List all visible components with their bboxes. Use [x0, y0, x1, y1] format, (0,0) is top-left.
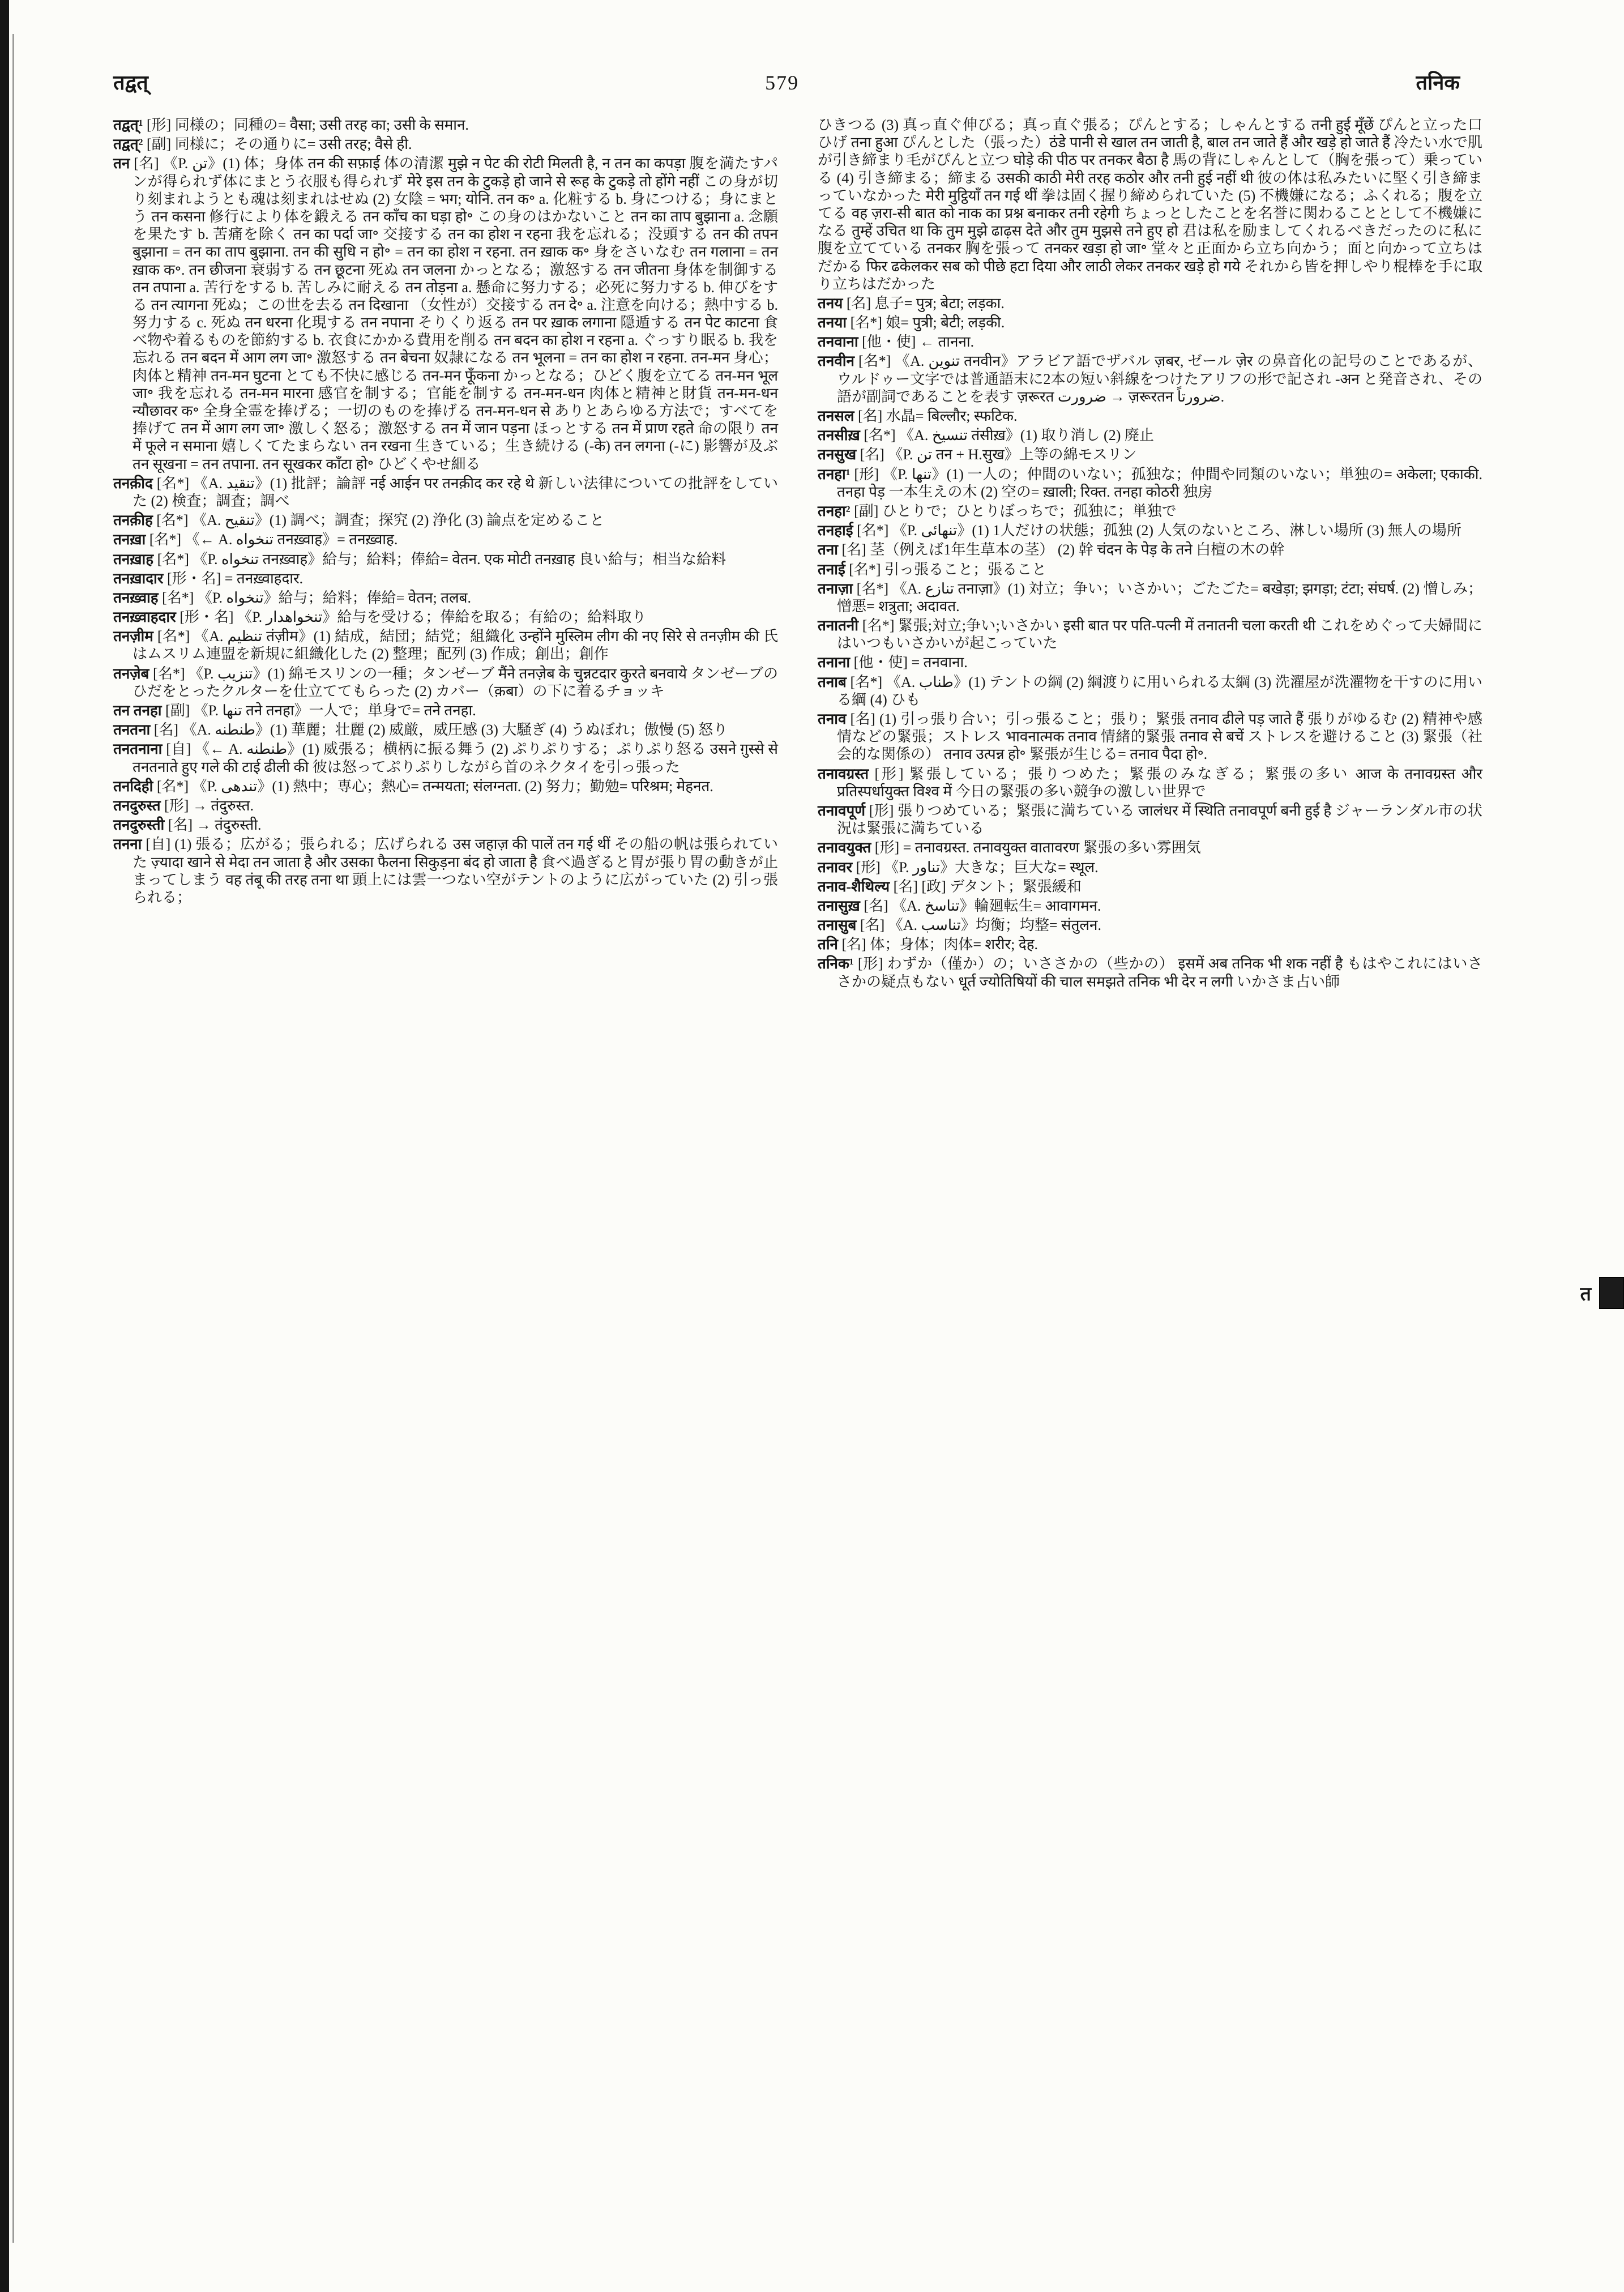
entry-headword: तनाई [818, 561, 849, 578]
entry-body: 《P. تنهائی》(1) 1人だけの状態；孤独 (2) 人気のないところ、淋しい場所 (3) 無人の場所 [892, 522, 1461, 539]
dictionary-entry [818, 936, 1482, 953]
entry-headword: तनहाई [818, 522, 857, 539]
dictionary-entry [818, 426, 1482, 444]
entry-pos-tag: [副] [854, 502, 882, 519]
dictionary-entry [113, 740, 778, 775]
entry-body: 《A. تنقيد》(1) 批評；論評 नई आईन पर तनक़ीद कर रहे थे 新しい法律についての批評をしていた (2) 検査；調査；調べ [133, 475, 778, 509]
entry-headword: तनख़्वाह [113, 589, 163, 606]
entry-pos-tag: [名*] [162, 589, 198, 606]
entry-pos-tag: [他・使] [862, 334, 920, 351]
entry-headword: तनना [113, 836, 146, 853]
entry-pos-tag: [名*] [864, 427, 900, 444]
right-column [818, 116, 1482, 992]
entry-pos-tag: [副] [146, 136, 175, 153]
entry-pos-tag: [名] [860, 446, 888, 463]
entry-pos-tag: [名*] [156, 512, 193, 529]
entry-pos-tag: [形] [856, 859, 884, 876]
entry-body: 《A. تنظيم तंज़ीम》(1) 結成，結団；結党；組織化 उन्होंने मुस्लिम लीग की नए सिरे से तनज़ीम की 氏はムスリム連盟を新規に組織化した (2) 整理；配列 (3) 作成；創出；創作 [133, 628, 779, 663]
entry-pos-tag: [名*] [156, 778, 193, 795]
entry-headword: तनया [818, 314, 851, 331]
entry-headword: तनावयुक्त [818, 839, 875, 856]
entry-pos-tag: [名] [860, 917, 888, 934]
entry-pos-tag: [形] [854, 466, 883, 483]
thumb-index-tab [1580, 1277, 1624, 1309]
dictionary-entry [113, 628, 778, 663]
thumb-index-block-icon [1599, 1277, 1624, 1309]
entry-headword: तनक़ीद [113, 475, 157, 492]
entry-pos-tag: [名] [134, 155, 163, 172]
entry-body: 《P. تن तन + H.सुख》上等の綿モスリン [888, 446, 1137, 463]
entry-pos-tag: [名*] [157, 550, 193, 567]
entry-headword: तनतनाना [113, 741, 166, 758]
entry-headword: तनज़ेब [113, 665, 153, 682]
entry-body: 張りつめている；緊張に満ちている जालंधर में स्थिति तनावपूर्ण बनी हुई है ジャーランダル市の状況は緊張に満ちている [837, 802, 1482, 837]
dictionary-entry [113, 778, 778, 795]
scan-edge-line [12, 34, 14, 2243]
dictionary-entry [113, 531, 778, 548]
entry-pos-tag: [形] [874, 839, 903, 856]
dictionary-entry [113, 608, 778, 626]
entry-pos-tag: [名] [153, 722, 182, 739]
entry-body: 《A. تنوين तनवीन》アラビア語でザバル ज़बर, ゼール ज़ेर の鼻音化の記号のことであるが、ウルドゥー文字では普通語末に2本の短い斜線をつけたアリフの形で記され -अन と発音され、その語が副詞であることを表す ज़रूरत ضرورت → ज़रूरतन ضرورتاً. [837, 353, 1483, 405]
entry-body: 緊張している；張りつめた；緊張のみなぎる；緊張の多い आज के तनावग्रस्त और प्रतिस्पर्धायुक्त विश्व में 今日の緊張の多い競争の激しい世界で [837, 765, 1482, 800]
dictionary-entry [818, 314, 1482, 331]
entry-headword: तनदुरुस्ती [113, 817, 168, 834]
entry-pos-tag: [形] [874, 765, 909, 782]
entry-pos-tag: [名*] [857, 522, 892, 539]
entry-pos-tag: [他・使] [853, 654, 912, 671]
entry-body: 《← A. طنطنه》(1) 威張る；横柄に振る舞う (2) ぷりぷりする；ぷりぷり怒る उसने ग़ुस्से से तनतनाते हुए गले की टाई ढीली की 彼は怒ってぷりぷりしながら首のネクタイを引っ張った [133, 741, 778, 775]
entry-headword: तनासुब [818, 917, 860, 934]
dictionary-entry [818, 116, 1482, 293]
entry-headword: तनतना [113, 722, 154, 739]
entry-body: 水晶= बिल्लौर; स्फटिक. [886, 408, 1018, 424]
entry-headword: तद्वत्¹ [113, 117, 147, 133]
entry-headword: तनाब [818, 673, 851, 690]
dictionary-entry [818, 859, 1482, 876]
entry-pos-tag: [副] [165, 702, 194, 719]
dictionary-entry [818, 466, 1482, 501]
dictionary-entry [818, 580, 1482, 615]
entry-pos-tag: [名*] [153, 665, 189, 682]
dictionary-entry [818, 897, 1482, 915]
entry-headword: तनहा¹ [818, 466, 854, 483]
entry-body: 《A. تناسخ》輪廻転生= आवागमन. [892, 897, 1101, 914]
entry-body: 《A. تنسيخ तंसीख़》(1) 取り消し (2) 廃止 [899, 427, 1154, 444]
entry-headword: तनख़ा [113, 531, 149, 548]
guide-word-left: तद्वत् [113, 71, 148, 94]
dictionary-entry [818, 352, 1482, 406]
entry-pos-tag: [名*] [149, 531, 185, 548]
dictionary-entry [818, 802, 1482, 837]
thumb-index-letter: त [1580, 1284, 1591, 1305]
dictionary-entry [818, 878, 1482, 895]
entry-headword: तद्वत्² [113, 136, 147, 153]
scan-edge-artifact [0, 0, 9, 2292]
dictionary-entry [113, 721, 778, 739]
guide-word-right: तनिक [1416, 71, 1460, 94]
entry-pos-tag: [名*] [849, 561, 885, 578]
entry-body: 《P. تنها तने तनहा》一人で；単身で= तने तनहा. [193, 702, 476, 719]
entry-body: = तनख़्वाहदार. [224, 570, 304, 587]
entry-body: 《P. تناور》大きな；巨大な= स्थूल. [884, 859, 1099, 876]
entry-body: 《A. تنقيح》(1) 調べ；調査；探究 (2) 浄化 (3) 論点を定めること [192, 512, 605, 529]
entry-pos-tag: [名] [168, 817, 196, 834]
dictionary-entry [818, 294, 1482, 312]
dictionary-entry [818, 446, 1482, 463]
entry-headword: तनावर [818, 859, 856, 876]
page-header [0, 0, 1624, 101]
entry-body: = तनवाना. [911, 654, 968, 671]
entry-body: → तंदुरुस्ती. [196, 817, 262, 834]
entry-pos-tag: [名] [841, 936, 870, 953]
entry-pos-tag: [形・名] [166, 570, 225, 587]
entry-headword: तनदिही [113, 778, 157, 795]
entry-body: 体；身体；肉体= शरीर; देह. [870, 936, 1038, 953]
entry-pos-tag: [名] [政] [893, 878, 950, 895]
text-columns [0, 101, 1624, 992]
entry-headword: तनाना [818, 654, 854, 671]
entry-pos-tag: [自] [146, 836, 175, 853]
dictionary-entry [113, 589, 778, 607]
dictionary-entry [113, 475, 778, 510]
entry-body: 《← A. تنخواه तनख़्वाह》= तनख़्वाह. [185, 531, 398, 548]
dictionary-entry [818, 561, 1482, 578]
dictionary-entry [113, 816, 778, 834]
entry-headword: तनवीन [818, 353, 858, 370]
entry-headword: तनज़ीम [113, 628, 157, 645]
entry-headword: तनवाना [818, 334, 862, 351]
entry-body: 息子= पुत्र; बेटा; लड़का. [874, 294, 1005, 311]
entry-body: ひとりで；ひとりぼっちで；孤独に；単独で [882, 502, 1177, 519]
dictionary-entry [818, 654, 1482, 671]
entry-headword: तनसल [818, 408, 858, 424]
entry-headword: तनाव [818, 711, 851, 727]
dictionary-entry [818, 916, 1482, 934]
entry-headword: तन तनहा [113, 702, 166, 719]
dictionary-entry [818, 765, 1482, 800]
entry-pos-tag: [自] [166, 741, 195, 758]
dictionary-entry [818, 710, 1482, 763]
dictionary-entry [113, 570, 778, 587]
entry-body: 同様に；その通りに= उसी तरह; वैसे ही. [174, 136, 412, 153]
entry-body: ← तानना. [919, 334, 975, 351]
entry-headword: तनख़ाह [113, 550, 157, 567]
entry-headword: तनदुरुस्त [113, 797, 165, 814]
dictionary-entry [113, 116, 778, 134]
entry-headword: तनक़ीह [113, 512, 157, 529]
dictionary-entry [113, 550, 778, 568]
entry-pos-tag: [名] [857, 408, 886, 424]
entry-body: 同様の；同種の= वैसा; उसी तरह का; उसी के समान. [174, 117, 469, 133]
dictionary-entry [818, 673, 1482, 708]
entry-headword: तन [113, 155, 134, 172]
entry-body: (1) 引っ張り合い；引っ張ること；張り；緊張 तनाव ढीले पड़ जाते हैं 張りがゆるむ (2) 精神や感情などの緊張；ストレス भावनात्मक तनाव 情緒的緊張 तनाव से बचें ストレスを避けること (3) 緊張（社会的な関係の） तनाव उत्पन्न हो॰ 緊張が生じる= तनाव पैदा हो॰. [837, 711, 1482, 763]
entry-body: 娘= पुत्री; बेटी; लड़की. [886, 314, 1005, 331]
entry-body: → तंदुरुस्त. [192, 797, 254, 814]
entry-body: 引っ張ること；張ること [884, 561, 1047, 578]
entry-pos-tag: [名] [850, 711, 879, 727]
entry-pos-tag: [名] [846, 294, 875, 311]
entry-headword: तनसीख़ [818, 427, 864, 444]
left-column [113, 116, 778, 992]
entry-headword: तनावपूर्ण [818, 802, 869, 819]
entry-pos-tag: [名*] [856, 580, 892, 597]
entry-body: ひきつる (3) 真っ直ぐ伸びる；真っ直ぐ張る；ぴんとする；しゃんとする तनी हुई मूँछें ぴんと立った口ひげ तना हुआ ぴんとした（張った）ठंडे पानी से खाल तन जाती है, बाल तन जाते हैं और खड़े हो जाते हैं 冷たい水で肌が引き締まり毛がぴんと立つ घोड़े की पीठ पर तनकर बैठा है 馬の背にしゃんとして（胸を張って）乗っている (4) 引き締まる；締まる उसकी काठी मेरी तरह कठोर और तनी हुई नहीं थी 彼の体は私みたいに堅く引き締まっていなかった मेरी मुट्ठियाँ तन गई थीं 拳は固く握り締められていた (5) 不機嫌になる；ふくれる；腹を立てる वह ज़रा-सी बात को नाक का प्रश्न बनाकर तनी रहेगी ちょっとしたことを名誉に関わることとして不機嫌になる तुम्हें उचित था कि तुम मुझे ढाढ़स देते और तुम मुझसे तने हुए हो 君は私を励ましてくれるべきだったのに私に腹を立てている तनकर 胸を張って तनकर खड़ा हो जा॰ 堂々と正面から立ち向かう；面と向かって立ちはだかる फिर ढकेलकर सब को पीछे हटा दिया और लाठी लेकर तनकर खड़े हो गये それから皆を押しやり棍棒を手に取り立ちはだかった [818, 117, 1482, 292]
entry-pos-tag: [形] [146, 117, 175, 133]
entry-body: 《P. تنخواهدار》給与を受ける；俸給を取る；有給の；給料取り [237, 609, 647, 626]
entry-headword: तना [818, 541, 842, 558]
entry-pos-tag: [形] [164, 797, 193, 814]
entry-pos-tag: [名*] [862, 617, 899, 634]
page-number: 579 [765, 71, 800, 94]
dictionary-entry [818, 522, 1482, 539]
entry-headword: तनिक¹ [818, 955, 858, 972]
entry-body: 《A. تنازع तनाज़ा》(1) 対立；争い；いさかい；ごたごた= बखेड़ा; झगड़ा; टंटा; संघर्ष. (2) 憎しみ；憎悪= शत्रुता; अदावत. [837, 580, 1482, 614]
entry-headword: तनावग्रस्त [818, 765, 875, 782]
entry-body: 茎（例えば1年生草本の茎） (2) 幹 चंदन के पेड़ के तने 白檀の木の幹 [870, 541, 1285, 558]
dictionary-entry [818, 541, 1482, 558]
entry-pos-tag: [名*] [850, 314, 886, 331]
entry-body: 《A. طناب》(1) テントの綱 (2) 綱渡りに用いられる太綱 (3) 洗濯屋が洗濯物を干すのに用いる綱 (4) ひも [837, 673, 1482, 708]
entry-body: 《P. تنزيب》(1) 綿モスリンの一種；タンゼーブ मैंने तनज़ेब के चुन्नटदार कुरते बनवाये タンゼーブのひだをとったクルターを仕立ててもらった (2) カバー（क़बा）の下に着るチョッキ [133, 665, 778, 699]
dictionary-entry [818, 502, 1482, 520]
dictionary-entry [113, 135, 778, 153]
entry-pos-tag: [形・名] [180, 609, 238, 626]
entry-body: 緊張;対立;争い;いさかい इसी बात पर पति-पत्नी में तनातनी चला करती थी これをめぐって夫婦間にはいつもいさかいが起こっていた [837, 617, 1482, 652]
entry-pos-tag: [形] [857, 955, 887, 972]
entry-pos-tag: [形] [869, 802, 898, 819]
dictionary-entry [818, 407, 1482, 425]
entry-headword: तनासुख़ [818, 897, 864, 914]
entry-pos-tag: [名*] [850, 673, 886, 690]
dictionary-entry [818, 617, 1482, 652]
entry-body: 《P. تنها》(1) 一人の；仲間のいない；孤独な；仲間や同類のいない；単独の= अकेला; एकाकी. तनहा पेड़ 一本生えの木 (2) 空の= ख़ाली; रिक्त. तनहा कोठरी 独房 [837, 466, 1482, 500]
dictionary-entry [818, 333, 1482, 351]
entry-headword: तनय [818, 294, 847, 311]
entry-headword: तनातनी [818, 617, 862, 634]
dictionary-entry [818, 839, 1482, 856]
dictionary-entry [818, 955, 1482, 990]
entry-headword: तनख़ादार [113, 570, 167, 587]
entry-headword: तनाव-शैथिल्य [818, 878, 894, 895]
entry-body: = तनावग्रस्त. तनावयुक्त वातावरण 緊張の多い雰囲気 [903, 839, 1201, 856]
entry-pos-tag: [名] [841, 541, 870, 558]
dictionary-entry [113, 835, 778, 906]
entry-body: 《P. تن》(1) 体；身体 तन की सफ़ाई 体の清潔 मुझे न पेट की रोटी मिलती है, न तन का कपड़ा 腹を満たすパンが得られず体にまとう衣服も得られず मेरे इस तन के टुकड़े हो जाने से रूह के टुकड़े तो होंगे नहीं この身が切り刻まれようとも魂は刻まれはせぬ (2) 女陰 = भग; योनि. तन क॰ a. 化粧する b. 身につける；身にまとう तन कसना 修行により体を鍛える तन काँच का घड़ा हो॰ この身のはかないこと तन का ताप बुझाना a. 念願を果たす b. 苦痛を除く तन का पर्दा जा॰ 交接する तन का होश न रहना 我を忘れる；没頭する तन की तपन बुझाना = तन का ताप बुझाना. तन की सुधि न हो॰ = तन का होश न रहना. तन ख़ाक क॰ 身をさいなむ तन गलाना = तन ख़ाक क॰. तन छीजना 衰弱する तन छूटना 死ぬ तन जलना かっとなる；激怒する तन जीतना 身体を制御する तन तपाना a. 苦行をする b. 苦しみに耐える तन तोड़ना a. 懸命に努力する；必死に努力する b. 伸びをする तन त्यागना 死ぬ；この世を去る तन दिखाना （女性が）交接する तन दे॰ a. 注意を向ける；熱中する b. 努力する c. 死ぬ तन धरना 化現する तन नपाना そりくり返る तन पर ख़ाक लगाना 隠遁する तन पेट काटना 食べ物や着るものを節約する b. 衣食にかかる費用を削る तन बदन का होश न रहना a. ぐっすり眠る b. 我を忘れる तन बदन में आग लग जा॰ 激怒する तन बेचना 奴隷になる तन भूलना = तन का होश न रहना. तन-मन 身心；肉体と精神 तन-मन घुटना とても不快に感じる तन-मन फूँकना かっとなる；ひどく腹を立てる तन-मन भूल जा॰ 我を忘れる तन-मन मारना 感官を制する；官能を制する तन-मन-धन 肉体と精神と財貨 तन-मन-धन न्यौछावर क॰ 全身全霊を捧げる；一切のものを捧げる तन-मन-धन से ありとあらゆる方法で；すべてを捧げて तन में आग लग जा॰ 激しく怒る；激怒する तन में जान पड़ना ほっとする तन में प्राण रहते 命の限り तन में फूले न समाना 嬉しくてたまらない तन रखना 生きている；生き続ける (-के) तन लगना (-に) 影響が及ぶ तन सूखना = तन तपाना. तन सूखकर काँटा हो॰ ひどくやせ細る [133, 155, 778, 472]
entry-body: (1) 張る；広がる；張られる；広げられる उस जहाज़ की पालें तन गई थीं その船の帆は張られていた ज़्यादा खाने से मेदा तन जाता है और उसका फैलना सिकुड़ना बंद हो जाता है 食べ過ぎると胃が張り胃の動きが止まってしまう वह तंबू की तरह तना था 頭上には雲一つない空がテントのように広がっていた (2) 引っ張られる； [133, 836, 778, 906]
entry-headword: तनसुख [818, 446, 860, 463]
dictionary-entry [113, 511, 778, 529]
entry-pos-tag: [名*] [156, 475, 194, 492]
entry-headword: तनहा² [818, 502, 854, 519]
entry-pos-tag: [名*] [858, 353, 895, 370]
dictionary-entry [113, 702, 778, 719]
entry-pos-tag: [名] [864, 897, 892, 914]
entry-body: 《P. تندهی》(1) 熱中；専心；熱心= तन्मयता; संलग्नता. (2) 努力；勤勉= परिश्रम; मेहनत. [192, 778, 713, 795]
entry-headword: तनि [818, 936, 842, 953]
entry-body: 《A. طنطنه》(1) 華麗；壮麗 (2) 威厳，威圧感 (3) 大騒ぎ (4) うぬぼれ；傲慢 (5) 怒り [182, 722, 728, 739]
dictionary-entry [113, 797, 778, 814]
entry-body: 《P. تنخواه तनख़्वाह》給与；給料；俸給= वेतन. एक मोटी तनख़ाह 良い給与；相当な給料 [193, 550, 726, 567]
entry-body: 《P. تنخواه》給与；給料；俸給= वेतन; तलब. [197, 589, 472, 606]
entry-pos-tag: [名*] [157, 628, 194, 645]
entry-headword: तनाज़ा [818, 580, 857, 597]
entry-body: わずか（僅か）の；いささかの（些かの） इसमें अब तनिक भी शक नहीं है もはやこれにはいささかの疑点もない धूर्त ज्योतिषियों की चाल समझते तनिक भी देर न लगी いかさま占い師 [837, 955, 1482, 990]
dictionary-entry [113, 665, 778, 700]
entry-headword: तनख़्वाहदार [113, 609, 180, 626]
entry-body: 《A. تناسب》均衡；均整= संतुलन. [888, 917, 1101, 934]
entry-body: デタント；緊張緩和 [950, 878, 1082, 895]
dictionary-entry [113, 155, 778, 472]
